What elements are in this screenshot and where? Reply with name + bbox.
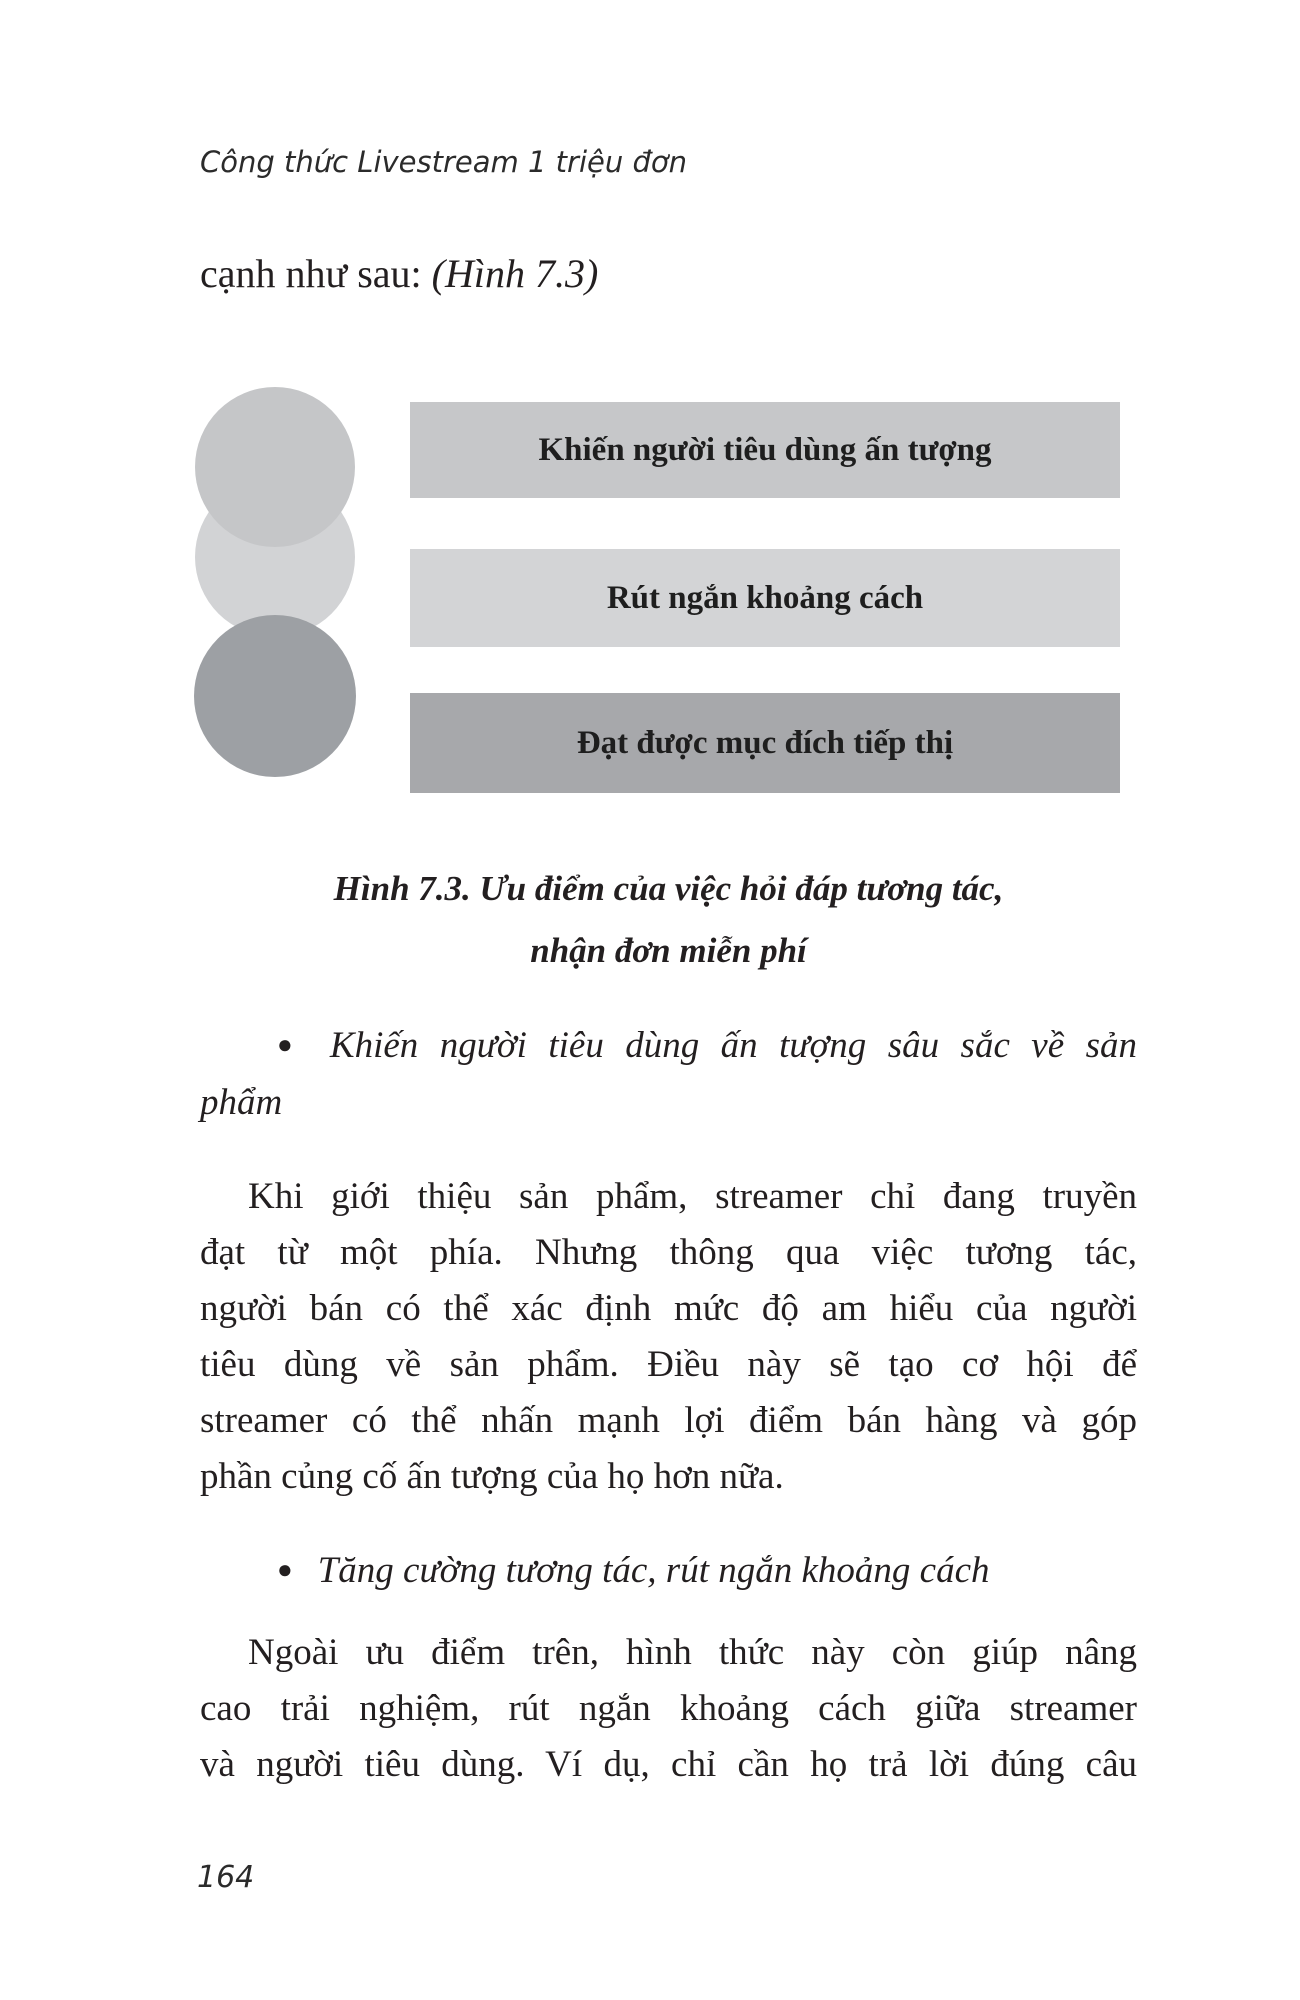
bullet-item-2-text: Tăng cường tương tác, rút ngắn khoảng cách xyxy=(317,1550,990,1591)
figure-bar-distance xyxy=(410,549,1120,647)
figure-bar-impression-label: Khiến người tiêu dùng ấn tượng xyxy=(538,431,992,468)
paragraph-2-line: Ngoài ưu điểm trên, hình thức này còn giúp nâng xyxy=(248,1632,1137,1673)
figure-caption-line2: nhận đơn miễn phí xyxy=(530,931,807,970)
circle-bottom xyxy=(194,615,356,777)
bullet-item-1 xyxy=(200,1018,1137,1074)
figure-bar-marketing xyxy=(410,693,1120,793)
circle-top xyxy=(195,387,355,547)
paragraph-1-line: đạt từ một phía. Nhưng thông qua việc tương tác, xyxy=(200,1232,1137,1273)
paragraph-1-line: tiêu dùng về sản phẩm. Điều này sẽ tạo cơ hội để xyxy=(200,1344,1137,1385)
paragraph-1-line: streamer có thể nhấn mạnh lợi điểm bán hàng và góp xyxy=(200,1400,1137,1441)
paragraph-2-line: cao trải nghiệm, rút ngắn khoảng cách giữa streamer xyxy=(200,1688,1137,1729)
figure-caption-line1: Hình 7.3. Ưu điểm của việc hỏi đáp tương tác, xyxy=(333,869,1004,908)
paragraph-1 xyxy=(200,1169,1137,1505)
bullet-item-1-continuation xyxy=(200,1075,1137,1131)
bullet-item-1-text: Khiến người tiêu dùng ấn tượng sâu sắc về sản xyxy=(329,1025,1137,1066)
bullet-icon: ● xyxy=(277,1030,305,1059)
running-header: Công thức Livestream 1 triệu đơn xyxy=(200,145,687,179)
bullet-icon: ● xyxy=(277,1555,293,1584)
paragraph-2 xyxy=(200,1625,1137,1793)
paragraph-1-line: phần củng cố ấn tượng của họ hơn nữa. xyxy=(200,1456,784,1497)
paragraph-1-line: Khi giới thiệu sản phẩm, streamer chỉ đang truyền xyxy=(248,1176,1137,1217)
figure-7-3 xyxy=(0,0,1300,820)
paragraph-1-line: người bán có thể xác định mức độ am hiểu của người xyxy=(200,1288,1137,1329)
figure-bar-marketing-label: Đạt được mục đích tiếp thị xyxy=(576,724,954,761)
bullet-item-2-line1 xyxy=(200,1543,1137,1599)
bullet-item-1-line2: phẩm xyxy=(200,1082,283,1123)
figure-bar-impression xyxy=(410,402,1120,498)
paragraph-2-line: và người tiêu dùng. Ví dụ, chỉ cần họ trả lời đúng câu xyxy=(200,1744,1137,1785)
bullet-item-2 xyxy=(200,1543,1137,1599)
page-number: 164 xyxy=(197,1860,255,1895)
figure-caption xyxy=(200,858,1137,982)
figure-reference: (Hình 7.3) xyxy=(431,251,599,296)
intro-text: cạnh như sau: xyxy=(200,251,432,296)
figure-bar-distance-label: Rút ngắn khoảng cách xyxy=(606,579,924,616)
bullet-item-1-line1 xyxy=(200,1018,1137,1074)
